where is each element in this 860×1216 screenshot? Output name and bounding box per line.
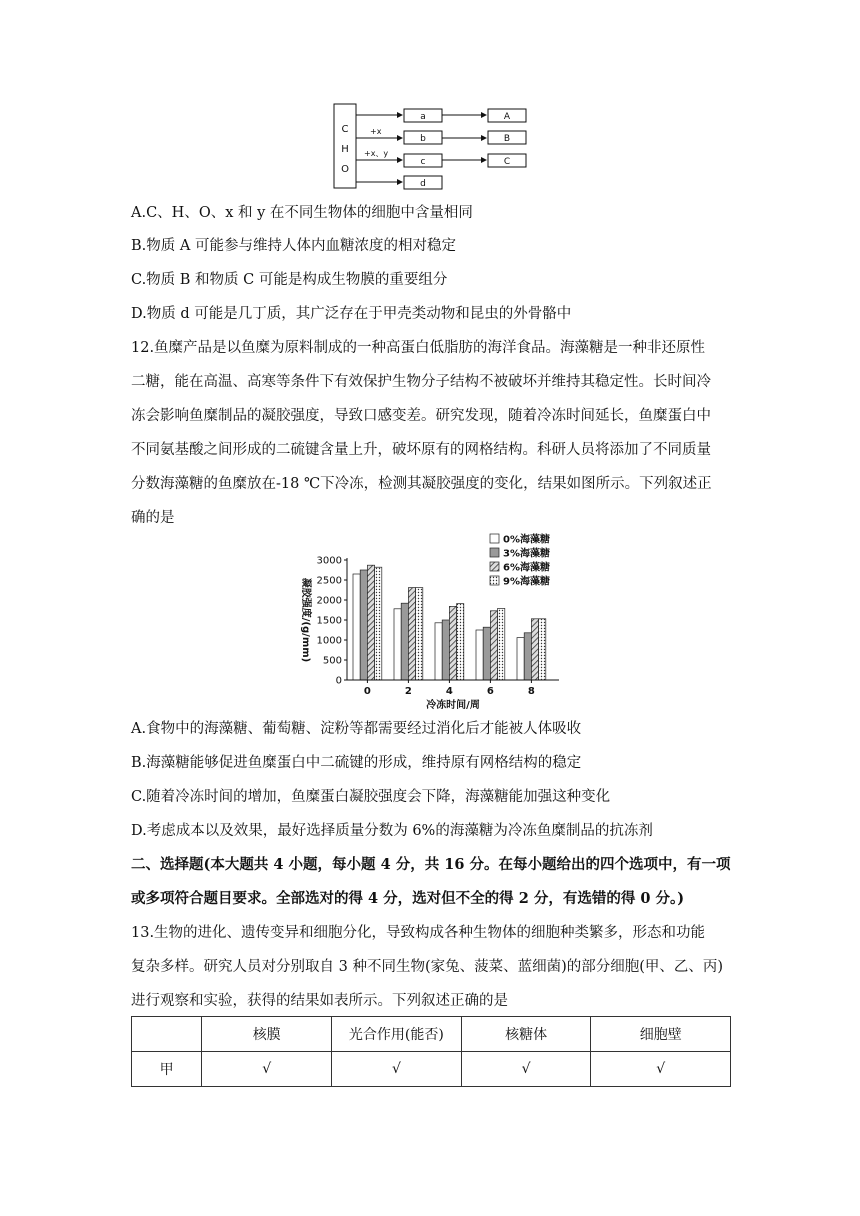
box-B: B — [503, 134, 511, 144]
q13-stem-line: 复杂多样。研究人员对分别取自 3 种不同生物(家兔、菠菜、蓝细菌)的部分细胞(甲、乙、丙) — [131, 959, 724, 975]
bar — [531, 619, 538, 680]
table-header-row — [132, 1017, 731, 1052]
x-ticks-group — [364, 680, 535, 697]
bar — [498, 608, 505, 680]
bar — [394, 609, 401, 680]
q12-stem-line: 12.鱼糜产品是以鱼糜为原料制成的一种高蛋白低脂肪的海洋食品。海藻糖是一种非还原性 — [131, 340, 706, 356]
section-2-heading: 二、选择题(本大题共 4 小题，每小题 4 分，共 16 分。在每小题给出的四个选项中，有一项 — [131, 856, 731, 873]
y-axis-label-group — [300, 578, 313, 662]
q11-option-d: D.物质 d 可能是几丁质，其广泛存在于甲壳类动物和昆虫的外骨骼中 — [131, 306, 572, 322]
y-tick-label: 0 — [335, 675, 342, 687]
y-axis-label: 凝胶强度/(g/mm) — [300, 577, 311, 663]
bar — [401, 603, 408, 680]
x-axis-label: 冷冻时间/周 — [426, 700, 480, 711]
q12-stem-line: 冻会影响鱼糜制品的凝胶强度，导致口感变差。研究发现，随着冷冻时间延长，鱼糜蛋白中 — [131, 408, 711, 424]
y-tick-label: 2500 — [316, 575, 342, 587]
bar — [449, 606, 456, 680]
bar — [490, 611, 497, 680]
legend — [490, 533, 550, 588]
y-tick-label: 3000 — [316, 555, 342, 567]
table-cell: √ — [461, 1052, 591, 1087]
table-header-cell — [132, 1017, 202, 1052]
bar — [435, 623, 442, 680]
gel-strength-chart — [285, 528, 585, 714]
bar — [416, 588, 423, 680]
bar — [476, 630, 483, 680]
bar — [375, 567, 382, 680]
element-label: H — [341, 144, 349, 155]
bar — [353, 574, 360, 680]
table-header-cell: 核糖体 — [461, 1017, 591, 1052]
element-label: O — [341, 164, 349, 175]
bar — [539, 619, 546, 680]
bar — [367, 565, 374, 680]
q12-option-b: B.海藻糖能够促进鱼糜蛋白中二硫键的形成，维持原有网格结构的稳定 — [131, 755, 582, 771]
bar — [457, 604, 464, 680]
table-cell: √ — [202, 1052, 332, 1087]
bar — [442, 620, 449, 680]
q12-stem-line: 二糖，能在高温、高寒等条件下有效保护生物分子结构不被破坏并维持其稳定性。长时间冷 — [131, 374, 711, 390]
legend-label: 0%海藻糖 — [503, 534, 550, 546]
box-b: b — [420, 134, 426, 144]
q12-stem-line: 确的是 — [131, 510, 175, 526]
bar — [483, 627, 490, 680]
q12-stem-line: 不同氨基酸之间形成的二硫键含量上升，破坏原有的网格结构。科研人员将添加了不同质量 — [131, 442, 711, 458]
box-A: A — [503, 112, 511, 122]
x-tick-label: 4 — [445, 686, 453, 697]
bar — [517, 638, 524, 680]
bar — [360, 570, 367, 680]
box-a: a — [420, 112, 426, 122]
q13-stem-line: 13.生物的进化、遗传变异和细胞分化，导致构成各种生物体的细胞种类繁多，形态和功能 — [131, 925, 706, 941]
legend-label: 9%海藻糖 — [503, 576, 550, 588]
y-tick-label: 500 — [322, 655, 342, 667]
table-header-cell: 核膜 — [202, 1017, 332, 1052]
y-tick-label: 1500 — [316, 615, 342, 627]
bar — [408, 588, 415, 680]
legend-swatch — [490, 562, 499, 571]
box-d: d — [420, 179, 426, 189]
box-C: C — [503, 157, 511, 167]
q11-option-b: B.物质 A 可能参与维持人体内血糖浓度的相对稳定 — [131, 238, 456, 254]
table-header-cell: 细胞壁 — [591, 1017, 731, 1052]
x-tick-label: 6 — [486, 686, 494, 697]
section-2-heading: 或多项符合题目要求。全部选对的得 4 分，选对但不全的得 2 分，有选错的得 0 分。) — [131, 890, 685, 907]
legend-swatch — [490, 548, 499, 557]
q11-option-a: A.C、H、O、x 和 y 在不同生物体的细胞中含量相同 — [131, 205, 473, 221]
cell-comparison-table — [131, 1016, 731, 1087]
q12-stem-line: 分数海藻糖的鱼糜放在-18 ℃下冷冻，检测其凝胶强度的变化，结果如图所示。下列叙述正 — [131, 476, 712, 492]
legend-label: 3%海藻糖 — [503, 548, 550, 560]
legend-swatch — [490, 534, 499, 543]
q12-option-c: C.随着冷冻时间的增加，鱼糜蛋白凝胶强度会下降，海藻糖能加强这种变化 — [131, 789, 611, 805]
y-ticks-group — [317, 556, 347, 687]
arrow-label-x: +x — [370, 127, 382, 136]
table-cell: √ — [332, 1052, 462, 1087]
element-label: C — [341, 124, 349, 135]
table-cell: √ — [591, 1052, 731, 1087]
element-flow-diagram — [330, 100, 530, 192]
legend-label: 6%海藻糖 — [503, 562, 550, 574]
table-header-cell: 光合作用(能否) — [332, 1017, 462, 1052]
y-tick-label: 1000 — [316, 635, 342, 647]
q13-stem-line: 进行观察和实验，获得的结果如表所示。下列叙述正确的是 — [131, 993, 508, 1009]
x-tick-label: 2 — [404, 686, 412, 697]
box-c: c — [420, 157, 426, 167]
q12-option-a: A.食物中的海藻糖、葡萄糖、淀粉等都需要经过消化后才能被人体吸收 — [131, 721, 582, 737]
q11-option-c: C.物质 B 和物质 C 可能是构成生物膜的重要组分 — [131, 272, 448, 288]
table-cell: 甲 — [132, 1052, 202, 1087]
bar — [524, 633, 531, 680]
arrow-label-xy: +x、y — [364, 149, 389, 158]
legend-swatch — [490, 576, 499, 585]
y-tick-label: 2000 — [316, 595, 342, 607]
q12-option-d: D.考虑成本以及效果，最好选择质量分数为 6%的海藻糖为冷冻鱼糜制品的抗冻剂 — [131, 823, 653, 839]
x-tick-label: 0 — [363, 686, 371, 697]
x-tick-label: 8 — [527, 686, 535, 697]
table-row — [132, 1052, 731, 1087]
